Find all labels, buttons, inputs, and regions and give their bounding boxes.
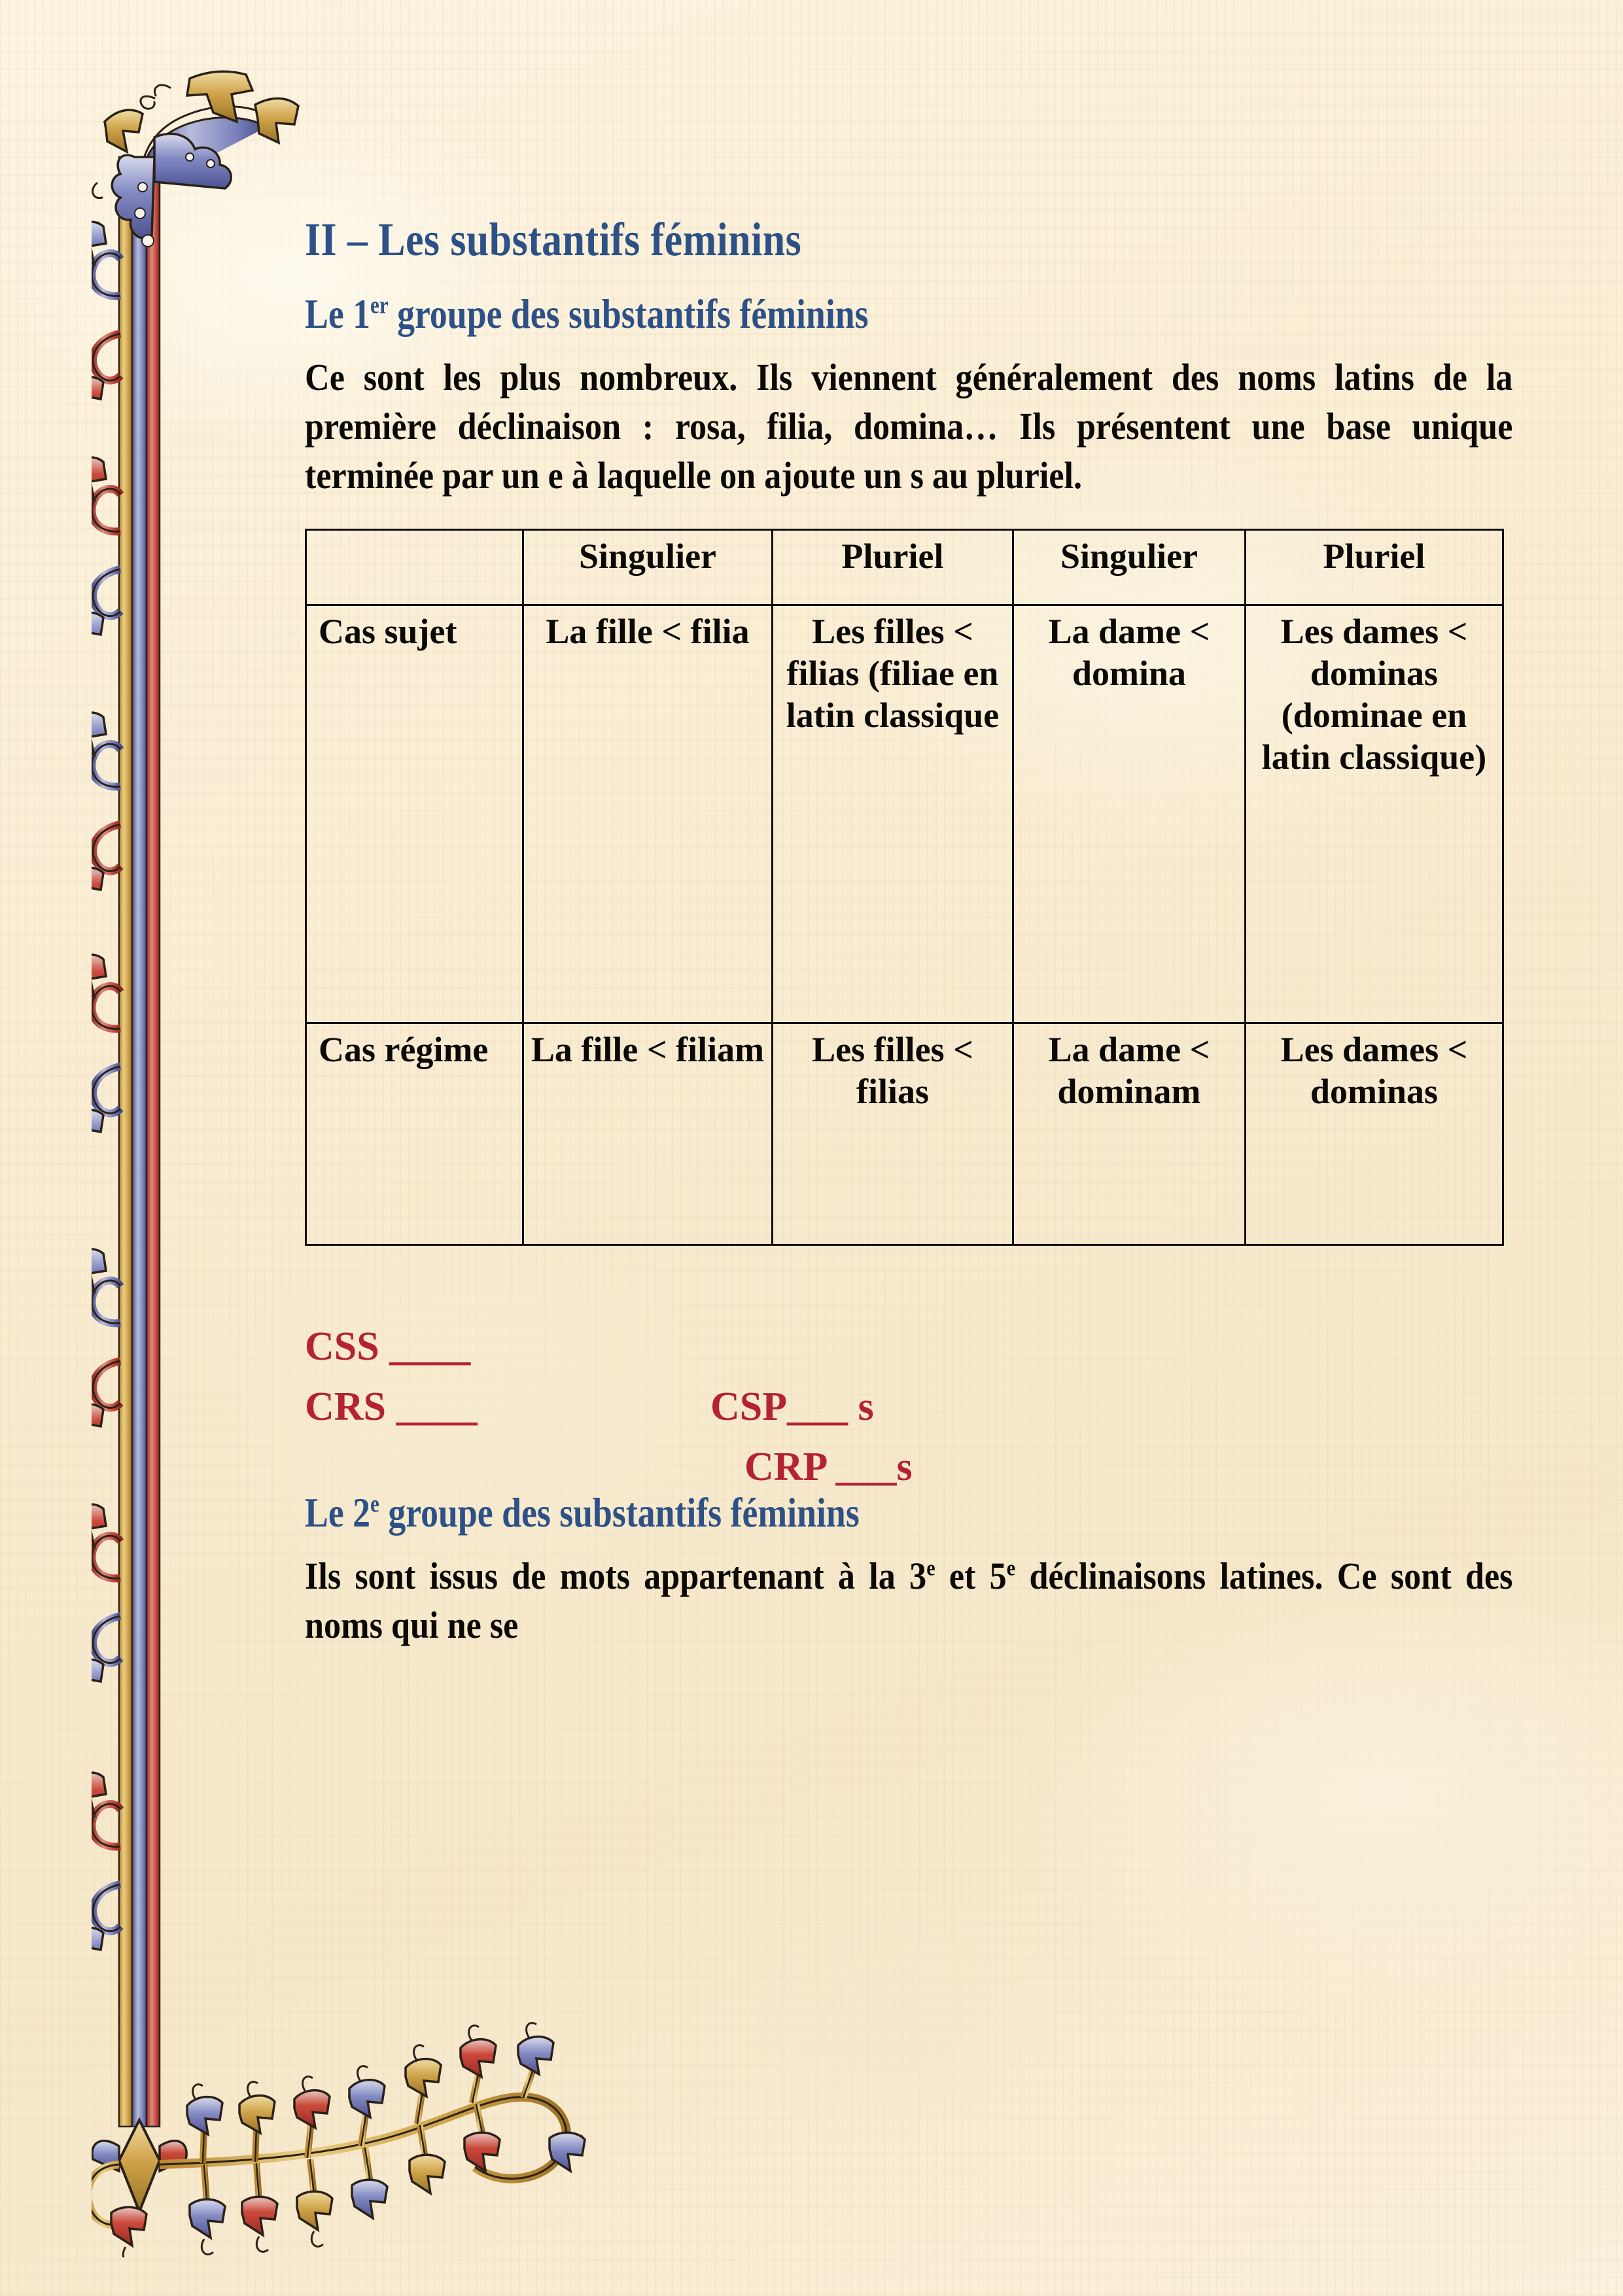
heading-groupe-2-pre: Le 2	[305, 1489, 371, 1536]
heading-groupe-1-post: groupe des substantifs féminins	[388, 291, 869, 337]
page-title-text: II – Les substantifs féminins	[305, 213, 802, 266]
abbreviation-key	[305, 1256, 1512, 1490]
heading-groupe-1	[305, 293, 1319, 335]
table-header-empty	[306, 530, 523, 605]
border-stem	[119, 157, 160, 2127]
abbrev-crs: CRS ____	[305, 1385, 478, 1430]
paragraph-groupe-2-sup1: e	[926, 1557, 935, 1581]
border-sprigs	[92, 222, 120, 1968]
heading-groupe-2-sup: e	[370, 1491, 379, 1519]
table-row-cas-sujet	[306, 605, 1503, 1023]
table-header-sing-fille: Singulier	[523, 530, 773, 605]
abbrev-css: CSS ____	[305, 1324, 471, 1369]
row-label-cas-sujet: Cas sujet	[306, 605, 523, 1023]
table-header-plur-dame: Pluriel	[1246, 530, 1503, 605]
cell-cas-sujet-sing-fille: La fille < filia	[523, 605, 773, 1023]
declension-table	[305, 529, 1504, 1246]
top-flourish	[93, 71, 298, 247]
paragraph-groupe-2-pre: Ils sont issus de mots appartenant à la 3	[305, 1555, 927, 1598]
table-header-plur-fille: Pluriel	[773, 530, 1013, 605]
table-row-cas-regime	[306, 1023, 1503, 1245]
abbrev-crp: CRP ___s	[744, 1445, 913, 1490]
declension-table-wrapper	[305, 529, 1512, 1246]
row-label-cas-regime: Cas régime	[306, 1023, 523, 1245]
cell-cas-regime-plur-fille: Les filles < filias	[773, 1023, 1013, 1245]
paragraph-groupe-2-sup2: e	[1006, 1557, 1016, 1581]
cell-cas-regime-sing-fille: La fille < filiam	[523, 1023, 773, 1245]
page-title	[305, 213, 1343, 266]
cell-cas-regime-plur-dame: Les dames < dominas	[1246, 1023, 1503, 1245]
cell-cas-sujet-sing-dame: La dame < domina	[1013, 605, 1246, 1023]
table-header-sing-dame: Singulier	[1013, 530, 1246, 605]
heading-groupe-2-post: groupe des substantifs féminins	[379, 1489, 860, 1536]
heading-groupe-2	[305, 1489, 1319, 1536]
content-column	[305, 213, 1513, 1650]
cell-cas-sujet-plur-dame: Les dames < dominas (dominae en latin classique)	[1246, 605, 1503, 1023]
paragraph-groupe-2-mid: et 5	[935, 1555, 1007, 1598]
heading-groupe-1-sup: er	[370, 292, 389, 319]
cell-cas-regime-sing-dame: La dame < dominam	[1013, 1023, 1246, 1245]
paragraph-groupe-1: Ce sont les plus nombreux. Ils viennent généralement des noms latins de la première déclinaison : rosa, filia, domina… Ils présentent une base unique terminée par un e à laquelle on ajoute un s au pluriel.	[305, 356, 1513, 497]
bottom-flourish	[92, 2023, 585, 2257]
abbrev-csp: CSP___ s	[710, 1385, 874, 1430]
paragraph-groupe-2	[305, 1552, 1512, 1650]
paragraph-groupe-2-post: déclinaisons latines. Ce sont des noms qui ne se	[305, 1555, 1513, 1647]
cell-cas-sujet-plur-fille: Les filles < filias (filiae en latin classique	[773, 605, 1013, 1023]
table-header-row	[306, 530, 1503, 605]
heading-groupe-1-pre: Le 1	[305, 291, 371, 337]
